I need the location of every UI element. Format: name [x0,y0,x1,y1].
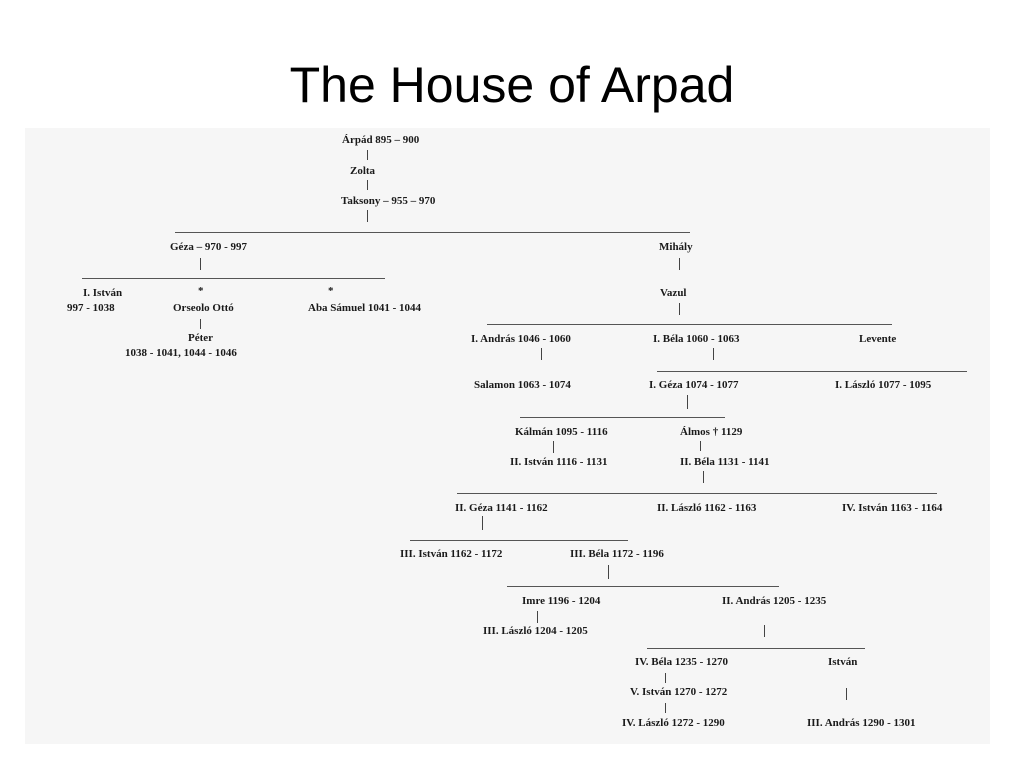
node-almos: Álmos † 1129 [680,426,743,438]
node-laszlo1: I. László 1077 - 1095 [835,379,932,391]
connector-line [703,471,704,483]
node-andras2: II. András 1205 - 1235 [722,595,827,607]
node-andras3: III. András 1290 - 1301 [807,717,916,729]
connector-line [507,586,779,587]
connector-line [175,232,690,233]
connector-line [846,688,847,700]
connector-line [764,625,765,637]
connector-line [665,673,666,683]
connector-line [713,348,714,360]
page-title: The House of Arpad [289,57,735,113]
node-laszlo2: II. László 1162 - 1163 [657,502,757,514]
node-geza1: I. Géza 1074 - 1077 [649,379,739,391]
node-mihaly: Mihály [659,241,693,253]
node-imre: Imre 1196 - 1204 [522,595,601,607]
node-bela1: I. Béla 1060 - 1063 [653,333,740,345]
node-bela3: III. Béla 1172 - 1196 [570,548,664,560]
connector-line [82,278,385,279]
connector-line [553,441,554,453]
node-star: * [198,285,204,297]
node-taksony: Taksony – 955 – 970 [341,195,436,207]
node-istvan1-years: 997 - 1038 [67,302,115,314]
connector-line [482,516,483,530]
node-istvan1: I. István [83,287,123,299]
node-vazul: Vazul [660,287,687,299]
node-aba: Aba Sámuel 1041 - 1044 [308,302,422,314]
node-laszlo4: IV. László 1272 - 1290 [622,717,725,729]
node-salamon: Salamon 1063 - 1074 [474,379,571,391]
node-istvan3: III. István 1162 - 1172 [400,548,503,560]
node-peter-years: 1038 - 1041, 1044 - 1046 [125,347,237,359]
node-arpad: Árpád 895 – 900 [342,134,420,146]
node-zolta: Zolta [350,165,376,177]
connector-line [200,258,201,270]
connector-line [457,493,937,494]
connector-line [367,180,368,190]
node-orseolo: Orseolo Ottó [173,302,234,314]
family-tree [25,128,990,744]
node-levente: Levente [859,333,897,345]
node-kalman: Kálmán 1095 - 1116 [515,426,608,438]
node-istvan: István [828,656,858,668]
node-geza2: II. Géza 1141 - 1162 [455,502,548,514]
node-bela4: IV. Béla 1235 - 1270 [635,656,728,668]
node-peter: Péter [188,332,214,344]
node-istvan2: II. István 1116 - 1131 [510,456,608,468]
connector-line [487,324,892,325]
connector-line [200,319,201,329]
connector-line [537,611,538,623]
connector-line [367,210,368,222]
connector-line [647,648,865,649]
node-andras1: I. András 1046 - 1060 [471,333,571,345]
node-star: * [328,285,334,297]
node-geza: Géza – 970 - 997 [170,241,247,253]
node-istvan4: IV. István 1163 - 1164 [842,502,943,514]
connector-line [687,395,688,409]
connector-line [657,371,967,372]
connector-line [520,417,725,418]
connector-line [541,348,542,360]
connector-line [700,441,701,451]
node-bela2: II. Béla 1131 - 1141 [680,456,770,468]
connector-line [665,703,666,713]
connector-line [679,303,680,315]
connector-line [367,150,368,160]
connector-line [410,540,628,541]
connector-line [679,258,680,270]
connector-line [608,565,609,579]
node-istvan5: V. István 1270 - 1272 [630,686,728,698]
node-laszlo3: III. László 1204 - 1205 [483,625,588,637]
